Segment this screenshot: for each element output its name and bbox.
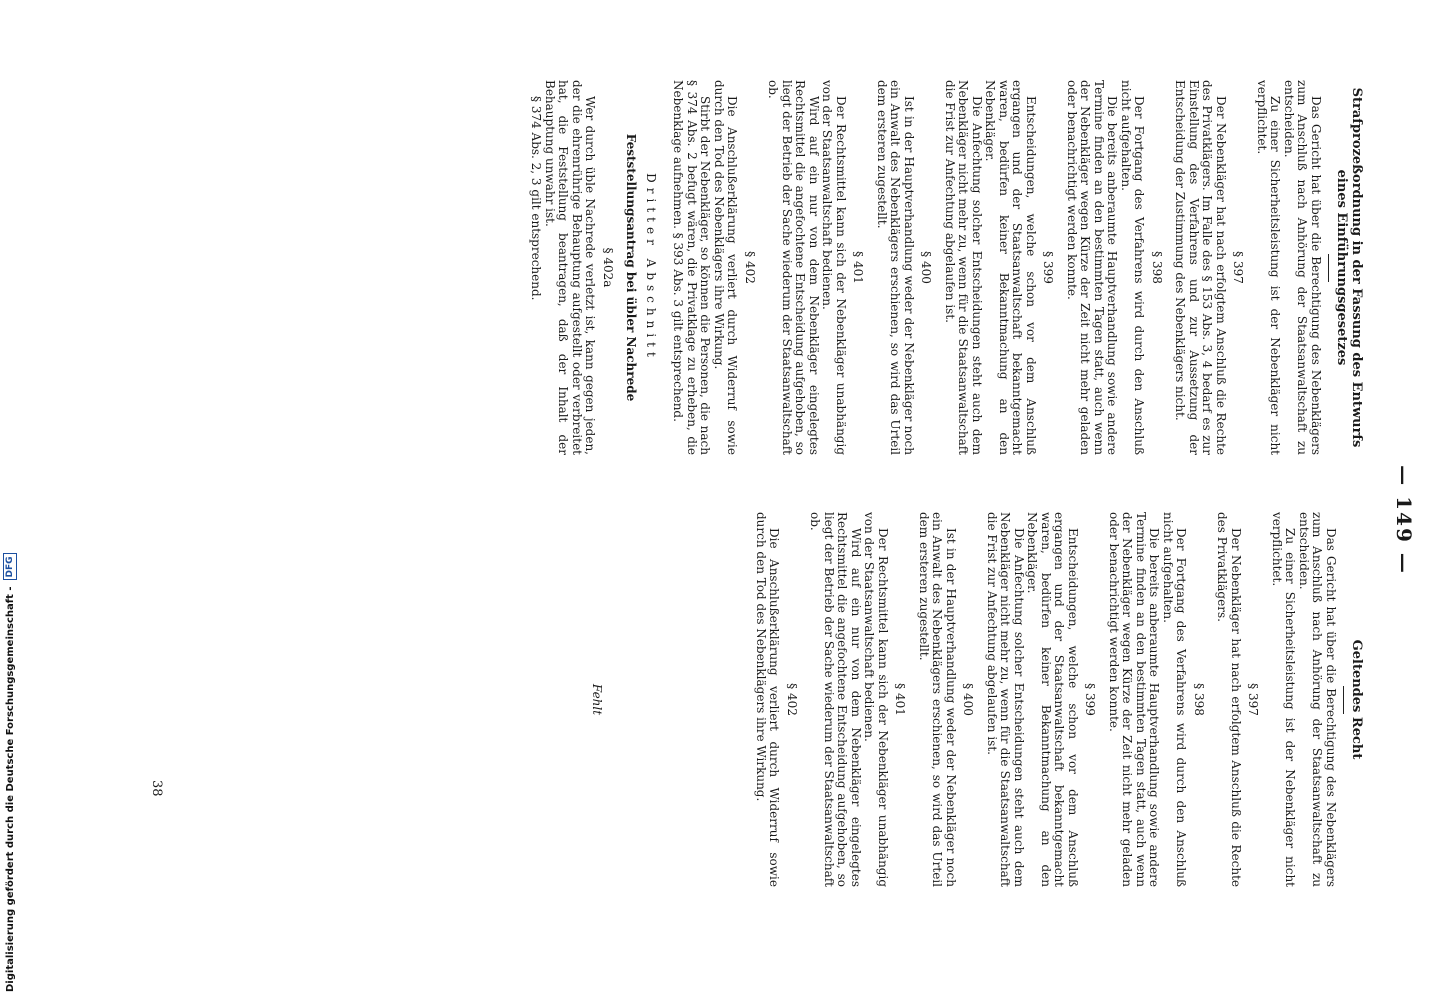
missing-note: Fehlt: [590, 683, 605, 716]
paragraph: Entscheidungen, welche schon vor dem Anschluß ergangen und der Staatsanwaltschaft bekanntgemacht waren, bedürfen keiner Bekanntmachung an den Nebenkläger.: [983, 80, 1038, 455]
right-column: [590, 512, 1364, 887]
divider: [1328, 254, 1329, 282]
paragraph: Die bereits anberaumte Hauptverhandlung sowie andere Termine finden an den bestimmten Tagen statt, auch wenn der Nebenkläger wegen Kürze der Zeit nicht mehr geladen oder benachrichtigt werden konnte.: [1065, 80, 1120, 455]
section-number: § 402: [743, 251, 757, 284]
paragraph: Wer durch üble Nachrede verletzt ist, kann gegen jeden, der die ehrenrührige Behauptung aufgestellt oder verbreitet hat, die Feststellung beantragen, daß der Inhalt der Behauptung unwahr ist.: [543, 80, 598, 455]
paragraph: Der Rechtsmittel kann sich der Nebenkläger unabhängig von der Staatsanwaltschaft bedienen.: [820, 80, 848, 455]
section-number: § 399: [1083, 683, 1098, 716]
section-number: § 401: [851, 251, 866, 284]
section-number: § 399: [1041, 251, 1056, 284]
chapter-title: Feststellungsantrag bei übler Nachrede: [624, 133, 639, 402]
stamp-text: Digitalisierung gefördert durch die Deutsche Forschungsgemeinschaft -: [4, 586, 16, 992]
section-number: § 398: [1150, 251, 1164, 284]
section-number: § 400: [919, 251, 934, 284]
section-number: § 397: [1246, 683, 1261, 716]
paragraph: Die Anschlußerklärung verliert durch Widerruf sowie durch den Tod des Nebenklägers ihre Wirkung.: [712, 80, 740, 455]
divider: [1343, 686, 1344, 714]
paragraph: Entscheidungen, welche schon vor dem Anschluß ergangen und der Staatsanwaltschaft bekanntgemacht waren, bedürfen keiner Bekanntmachung an den Nebenkläger.: [1025, 512, 1080, 887]
dfg-logo: DFG: [3, 553, 17, 580]
chapter-label: Dritter Abschnitt: [644, 173, 658, 362]
left-column: [529, 80, 1364, 455]
left-heading: Strafprozeßordnung in der Fassung des Entwurfs eines Einführungsgesetzes: [1334, 87, 1364, 448]
page-number: — 149 —: [1392, 465, 1416, 575]
paragraph: Zu einer Sicherheitsleistung ist der Nebenkläger nicht verpflichtet.: [1270, 512, 1298, 887]
paragraph: Der Fortgang des Verfahrens wird durch den Anschluß nicht aufgehalten.: [1161, 512, 1189, 887]
paragraph: Ist in der Hauptverhandlung weder der Nebenkläger noch ein Anwalt des Nebenklägers erschienen, so wird das Urteil dem ersteren zugestellt.: [917, 512, 958, 887]
section-number: § 398: [1192, 683, 1206, 716]
paragraph: Zu einer Sicherheitsleistung ist der Nebenkläger nicht verpflichtet.: [1255, 80, 1283, 455]
right-heading: Geltendes Recht: [1349, 639, 1364, 760]
section-number: § 400: [961, 683, 976, 716]
paragraph: Das Gericht hat über die Berechtigung des Nebenklägers zum Anschluß nach Anhörung der Staatsanwaltschaft zu entscheiden.: [1282, 80, 1323, 455]
paragraph: Die Anschlußerklärung verliert durch Widerruf sowie durch den Tod des Nebenklägers ihre Wirkung.: [754, 512, 782, 887]
paragraph: Die Anfechtung solcher Entscheidungen steht auch dem Nebenkläger nicht mehr zu, wenn für die Staatsanwaltschaft die Frist zur Anfechtung abgelaufen ist.: [943, 80, 984, 455]
paragraph: Der Fortgang des Verfahrens wird durch den Anschluß nicht aufgehalten.: [1119, 80, 1147, 455]
section-number: § 397: [1231, 251, 1246, 284]
section-number: § 402: [785, 683, 799, 716]
section-number: § 402a: [601, 247, 615, 288]
paragraph: Die Anfechtung solcher Entscheidungen steht auch dem Nebenkläger nicht mehr zu, wenn für die Staatsanwaltschaft die Frist zur Anfechtung abgelaufen ist.: [985, 512, 1026, 887]
paragraph: Der Nebenkläger hat nach erfolgtem Anschluß die Rechte des Privatklägers. Im Falle des § 153 Abs. 3, 4 bedarf es zur Einstellung des Verfahrens und zur Aussetzung der Entscheidung der Zustimmung des Nebenklägers nicht.: [1173, 80, 1228, 455]
paragraph: Wird auf ein nur von dem Nebenkläger eingelegtes Rechtsmittel die angefochtene Entscheidung aufgehoben, so liegt der Betrieb der Sache wiederum der Staatsanwaltschaft ob.: [808, 512, 863, 887]
section-number: § 401: [893, 683, 908, 716]
paragraph: § 374 Abs. 2, 3 gilt entsprechend.: [529, 96, 544, 301]
paragraph: Stirbt der Nebenkläger, so können die Personen, die nach § 374 Abs. 2 befugt wären, die Privatklage zu erheben, die Nebenklage aufnehmen. § 393 Abs. 3 gilt entsprechend.: [671, 80, 713, 455]
paragraph: Wird auf ein nur von dem Nebenkläger eingelegtes Rechtsmittel die angefochtene Entscheidung aufgehoben, so liegt der Betrieb der Sache wiederum der Staatsanwaltschaft ob.: [766, 80, 821, 455]
paragraph: Das Gericht hat über die Berechtigung des Nebenklägers zum Anschluß nach Anhörung der Staatsanwaltschaft zu entscheiden.: [1297, 512, 1338, 887]
paragraph: Der Rechtsmittel kann sich der Nebenkläger unabhängig von der Staatsanwaltschaft bedienen.: [862, 512, 890, 887]
paragraph: Die bereits anberaumte Hauptverhandlung sowie andere Termine finden an den bestimmten Tagen statt, auch wenn der Nebenkläger wegen Kürze der Zeit nicht mehr geladen oder benachrichtigt werden konnte.: [1107, 512, 1162, 887]
sheet-number: 38: [149, 780, 164, 797]
paragraph: Ist in der Hauptverhandlung weder der Nebenkläger noch ein Anwalt des Nebenklägers erschienen, so wird das Urteil dem ersteren zugestellt.: [875, 80, 916, 455]
paragraph: Der Nebenkläger hat nach erfolgtem Anschluß die Rechte des Privatklägers.: [1215, 512, 1243, 887]
